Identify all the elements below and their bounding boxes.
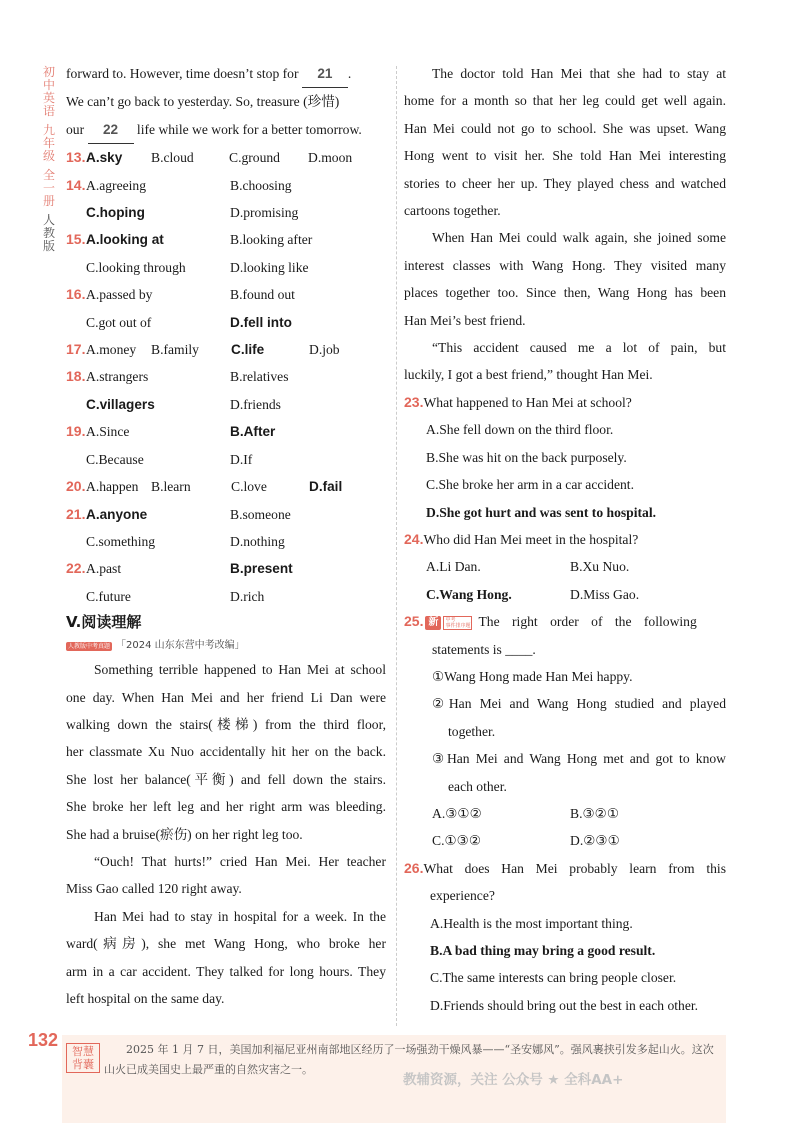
option-text: A.past [86, 561, 122, 577]
passage-line: places together too. Since then, Wang Hong has been [404, 285, 726, 301]
option-text: B.Xu Nuo. [570, 559, 630, 575]
side-char: 全 [42, 168, 55, 182]
question-number: 18. [66, 368, 86, 385]
option-text: B.learn [151, 479, 191, 495]
option-row [404, 581, 726, 608]
blank-number: 22 [88, 116, 134, 144]
question-number: 15. [66, 231, 86, 248]
new-badge [425, 616, 472, 630]
watermark: 教辅资源，关注 公众号 ★ 全科AA+ [403, 1072, 624, 1088]
question-stem [404, 526, 726, 553]
badge-bottom: 事件排序题 [445, 623, 471, 629]
option-row [66, 309, 386, 336]
option-row [66, 391, 386, 418]
question-stem [404, 608, 726, 635]
question-number [66, 528, 86, 555]
option-text: B.found out [230, 287, 295, 303]
option-row [66, 501, 386, 528]
side-char: 英 [42, 91, 55, 105]
side-char: 语 [42, 104, 55, 118]
passage-line: ward(病房), she met Wang Hong, who broke her [66, 936, 386, 952]
question-number [66, 446, 86, 473]
option-text: C.The same interests can bring people closer. [430, 970, 677, 986]
statement-line: each other. [448, 778, 507, 794]
passage-line: Han Mei’s best friend. [404, 312, 526, 328]
stem-text: What does Han Mei probably learn from this [423, 860, 726, 876]
passage-line: She lost her balance(平衡) and fell down the stairs. [66, 771, 386, 787]
option-text: B.A bad thing may bring a good result. [430, 943, 656, 958]
option-text: A.Since [86, 424, 130, 440]
question-number: 23. [404, 393, 424, 410]
passage-line: stories to cheer her up. They played chess and watched [404, 175, 726, 191]
option-text: C.She broke her arm in a car accident. [426, 477, 634, 493]
option-row [66, 473, 386, 500]
option-text: D.promising [230, 205, 299, 221]
question-number: 14. [66, 176, 86, 193]
passage-line: Miss Gao called 120 right away. [66, 881, 242, 897]
passage-line: home for a month so that her leg could get well again. [404, 93, 726, 109]
passage-line: Something terrible happened to Han Mei at school [94, 662, 386, 678]
option-text: C.love [231, 479, 267, 495]
passage-line: She had a bruise(瘀伤) on her right leg too. [66, 826, 303, 842]
option-text: D.fell into [230, 314, 292, 330]
passage-line: walking down the stairs(楼梯) from the third floor, [66, 716, 386, 732]
option-text: C.looking through [86, 259, 186, 275]
stem-text: experience? [430, 888, 495, 904]
option-text: D.She got hurt and was sent to hospital. [426, 504, 656, 520]
text-segment: . [347, 66, 352, 81]
passage-line: left hospital on the same day. [66, 991, 225, 1006]
passage-line: cartoons together. [404, 203, 501, 219]
option-text: B.After [230, 424, 276, 440]
option-row [66, 363, 386, 390]
source-text: 「2024 山东东营中考改编」 [116, 640, 245, 652]
passage-line: When Han Mei could walk again, she joined some [432, 230, 726, 246]
option-text: C.villagers [86, 396, 155, 412]
option-text: B.cloud [151, 150, 194, 166]
option-row [404, 827, 726, 854]
option-text: A.passed by [86, 287, 153, 303]
option-text: D.②③① [570, 833, 620, 849]
side-char: 人 [42, 213, 55, 227]
option-text: C.future [86, 588, 131, 604]
text-segment: life while we work for a better tomorrow. [133, 121, 362, 137]
statement-line: together. [448, 723, 496, 739]
option-row [66, 418, 386, 445]
passage-line: Han Mei could not go to school. She was upset. Wang [404, 120, 726, 136]
question-number [66, 583, 86, 610]
option-text: A.strangers [86, 369, 149, 385]
question-number [66, 391, 86, 418]
passage-line: interest classes with Wang Hong. They visited many [404, 257, 726, 273]
question-number: 19. [66, 423, 86, 440]
option-text: D.job [309, 342, 340, 358]
passage-line: Han Mei had to stay in hospital for a week. In the [94, 908, 386, 924]
question-number [66, 309, 86, 336]
badge-top: 中考 [445, 617, 456, 623]
side-char: 版 [42, 239, 55, 253]
blank-number: 21 [302, 60, 348, 88]
option-text: D.rich [230, 588, 265, 604]
option-text: A.anyone [86, 506, 148, 522]
option-text: D.If [230, 451, 253, 467]
source-line [66, 636, 386, 656]
option-row [404, 553, 726, 580]
option-text: C.Because [86, 451, 144, 467]
option-text: A.sky [86, 150, 123, 166]
option-text: B.③②① [570, 805, 620, 821]
option-text: D.fail [309, 479, 343, 495]
option-text: C.①③② [432, 833, 482, 849]
option-row [66, 199, 386, 226]
option-text: D.Friends should bring out the best in each other. [430, 997, 699, 1013]
option-row [66, 172, 386, 199]
passage-line [66, 116, 386, 144]
option-text: A.Health is the most important thing. [430, 915, 633, 931]
side-char: 教 [42, 226, 55, 240]
right-column [404, 60, 726, 1019]
side-char: 中 [42, 78, 55, 92]
question-stem [404, 389, 726, 416]
text-segment: forward to. However, time doesn’t stop for [66, 66, 302, 81]
option-row [66, 446, 386, 473]
option-text: B.someone [230, 506, 291, 522]
statement-line: ②Han Mei and Wang Hong studied and played [432, 696, 726, 712]
side-char: 九 [42, 123, 55, 137]
option-row [66, 144, 386, 171]
option-row [66, 555, 386, 582]
option-text: D.friends [230, 396, 281, 412]
passage-line [66, 88, 386, 115]
page-number: 132 [28, 1030, 59, 1050]
option-text: A.happen [86, 479, 139, 495]
option-text: C.something [86, 533, 156, 549]
option-text: A.agreeing [86, 177, 147, 193]
tip-text: 2025 年 1 月 7 日，美国加利福尼亚州南部地区经历了一场强劲干燥风暴——“圣安娜风”。强风裹挟引发多起山火。这次山火已成美国史上最严重的自然灾害之一。 [104, 1043, 714, 1076]
statement-line: ①Wang Hong made Han Mei happy. [432, 668, 633, 684]
option-text: B.present [230, 561, 293, 577]
option-text: A.③①② [432, 805, 482, 821]
passage-line [66, 60, 386, 88]
passage-line: her classmate Xu Nuo accidentally hit her on the back. [66, 744, 386, 760]
stem-text: statements is ____. [432, 641, 536, 657]
column-divider [396, 66, 397, 1026]
question-number: 22. [66, 560, 86, 577]
option-text: B.She was hit on the back purposely. [426, 449, 627, 465]
source-badge: 人教版中考真题 [68, 642, 111, 650]
statement-line: ③Han Mei and Wang Hong met and got to know [432, 751, 726, 767]
option-row [66, 583, 386, 610]
option-text: A.money [86, 342, 137, 358]
passage-line: She broke her left leg and her right arm was bleeding. [66, 799, 386, 815]
question-number: 24. [404, 530, 424, 547]
option-text: C.life [231, 342, 265, 358]
option-row [66, 226, 386, 253]
option-text: C.hoping [86, 205, 145, 221]
option-text: D.nothing [230, 533, 285, 549]
option-text: A.She fell down on the third floor. [426, 422, 614, 438]
option-text: B.relatives [230, 369, 289, 385]
option-text: A.Li Dan. [426, 559, 481, 575]
option-row [66, 336, 386, 363]
side-char: 年 [42, 136, 55, 150]
section-title: V.阅读理解 [66, 613, 142, 632]
option-text: B.family [151, 342, 199, 358]
side-char: 初 [42, 65, 55, 79]
option-text: D.Miss Gao. [570, 586, 640, 602]
text-segment: our [66, 121, 88, 137]
passage-line: “This accident caused me a lot of pain, but [432, 340, 726, 356]
option-text: A.looking at [86, 232, 164, 248]
left-column [66, 60, 386, 1012]
passage-line: arm in a car accident. They talked for long hours. They [66, 963, 386, 979]
passage-line: The doctor told Han Mei that she had to stay at [432, 66, 726, 81]
passage-line: one day. When Han Mei and her friend Li Dan were [66, 689, 386, 705]
side-label [40, 66, 58, 253]
badge-text [443, 616, 472, 630]
passage-line: Hong went to visit her. She told Han Mei interesting [404, 148, 726, 164]
question-number: 16. [66, 286, 86, 303]
question-number: 20. [66, 478, 86, 495]
option-text: B.looking after [230, 232, 313, 248]
side-char: 册 [42, 194, 55, 208]
option-text: D.looking like [230, 259, 309, 275]
option-text: C.got out of [86, 314, 152, 330]
option-row [66, 254, 386, 281]
option-text: B.choosing [230, 177, 292, 193]
text-segment: We can’t go back to yesterday. So, treasure (珍惜) [66, 94, 340, 110]
question-number: 17. [66, 341, 86, 358]
question-number [66, 199, 86, 226]
question-number: 21. [66, 505, 86, 522]
new-icon: 新 [425, 616, 441, 630]
question-number: 26. [404, 859, 424, 876]
side-char: 一 [42, 181, 55, 195]
question-number: 25. [404, 613, 424, 630]
stem-text: The right order of the following [478, 614, 697, 630]
stem-text: What happened to Han Mei at school? [423, 394, 632, 410]
side-char: 级 [42, 149, 55, 163]
question-number [66, 254, 86, 281]
option-text: C.ground [229, 150, 280, 166]
option-text: C.Wang Hong. [426, 586, 512, 602]
question-number: 13. [66, 149, 86, 166]
stem-text: Who did Han Mei meet in the hospital? [423, 531, 639, 547]
option-row [404, 800, 726, 827]
option-row [66, 281, 386, 308]
tip-label: 智慧背囊 [66, 1043, 100, 1073]
passage-line: luckily, I got a best friend,” thought Han Mei. [404, 367, 653, 383]
option-row [66, 528, 386, 555]
option-text: D.moon [308, 150, 353, 166]
passage-line: “Ouch! That hurts!” cried Han Mei. Her teacher [94, 853, 386, 869]
question-stem [404, 855, 726, 882]
